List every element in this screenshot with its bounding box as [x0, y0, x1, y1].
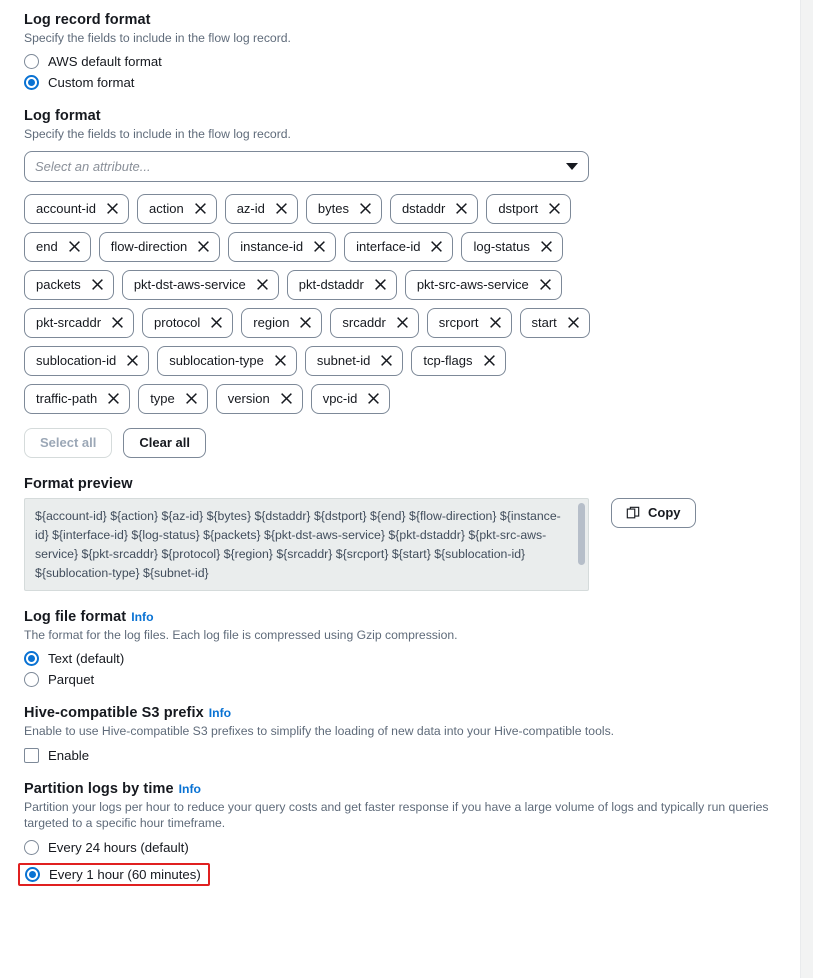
- token-chip[interactable]: [330, 308, 418, 338]
- checkbox-label: Enable: [48, 747, 90, 763]
- token-chip[interactable]: [411, 346, 505, 376]
- close-icon[interactable]: [256, 278, 269, 291]
- close-icon[interactable]: [185, 392, 198, 405]
- token-chip[interactable]: [24, 384, 130, 414]
- token-chip[interactable]: [225, 194, 298, 224]
- token-chip[interactable]: [142, 308, 233, 338]
- partition-logs-description: Partition your logs per hour to reduce your query costs and get faster response if you have a large volume of logs and typically run queries targeted to a specific hour timeframe.: [24, 799, 769, 831]
- chevron-down-icon: [566, 163, 578, 170]
- token-chip[interactable]: [228, 232, 336, 262]
- token-chip[interactable]: [486, 194, 571, 224]
- format-preview-title: Format preview: [24, 475, 133, 492]
- close-icon[interactable]: [430, 240, 443, 253]
- radio-icon[interactable]: [25, 867, 40, 882]
- radio-icon[interactable]: [24, 75, 39, 90]
- token-chip[interactable]: [405, 270, 562, 300]
- copy-button[interactable]: [611, 498, 696, 528]
- token-label: flow-direction: [110, 239, 188, 255]
- radio-label: Every 1 hour (60 minutes): [49, 866, 201, 882]
- close-icon[interactable]: [274, 354, 287, 367]
- select-all-button[interactable]: Select all: [24, 428, 112, 458]
- format-preview-section: [24, 476, 776, 591]
- partition-logs-header: [24, 781, 776, 799]
- token-label: dstaddr: [401, 201, 446, 217]
- token-chip[interactable]: [344, 232, 453, 262]
- log-record-format-section: [24, 12, 776, 90]
- token-label: region: [253, 315, 290, 331]
- log-record-format-description: Specify the fields to include in the flow log record.: [24, 31, 291, 45]
- close-icon[interactable]: [91, 278, 104, 291]
- format-preview-row: [24, 498, 776, 591]
- token-chip[interactable]: [122, 270, 279, 300]
- close-icon[interactable]: [194, 202, 207, 215]
- token-label: tcp-flags: [423, 353, 473, 369]
- log-format-section: [24, 108, 776, 457]
- close-icon[interactable]: [210, 316, 223, 329]
- token-label: subnet-id: [316, 353, 371, 369]
- token-chip[interactable]: [157, 346, 297, 376]
- close-icon[interactable]: [299, 316, 312, 329]
- info-link[interactable]: Info: [178, 781, 201, 796]
- radio-icon[interactable]: [24, 651, 39, 666]
- radio-icon[interactable]: [24, 672, 39, 687]
- token-chip[interactable]: [24, 232, 91, 262]
- radio-icon[interactable]: [24, 54, 39, 69]
- token-chip[interactable]: [138, 384, 208, 414]
- token-chip[interactable]: [241, 308, 322, 338]
- token-chip[interactable]: [24, 308, 134, 338]
- close-icon[interactable]: [483, 354, 496, 367]
- close-icon[interactable]: [68, 240, 81, 253]
- token-actions: [24, 428, 776, 458]
- token-chip[interactable]: [24, 194, 129, 224]
- close-icon[interactable]: [275, 202, 288, 215]
- token-label: account-id: [36, 201, 96, 217]
- log-record-format-title: Log record format: [24, 12, 151, 28]
- format-preview-text: ${account-id} ${action} ${az-id} ${bytes} ${dstaddr} ${dstport} ${end} ${flow-direction} ${instance-id} ${interface-id} ${log-status} ${packets} ${pkt-dst-aws-service} ${pkt-dstaddr} ${pkt-src-aws-service} ${pkt-srcaddr} ${protocol} ${region} ${srcaddr} ${srcport} ${start} ${sublocation-id} ${sublocation-type} ${subnet-id}: [35, 508, 561, 581]
- log-format-description: Specify the fields to include in the flow log record.: [24, 127, 291, 142]
- copy-button-label: Copy: [648, 505, 681, 521]
- token-label: traffic-path: [36, 391, 98, 407]
- close-icon[interactable]: [489, 316, 502, 329]
- info-link[interactable]: Info: [131, 609, 154, 624]
- radio-parquet[interactable]: [24, 672, 776, 687]
- radio-label: Text (default): [48, 651, 125, 667]
- close-icon[interactable]: [359, 202, 372, 215]
- radio-label: AWS default format: [48, 54, 162, 70]
- token-chip[interactable]: [427, 308, 512, 338]
- radio-aws-default-format[interactable]: [24, 54, 776, 69]
- log-file-format-section: [24, 609, 776, 687]
- checkbox-enable-hive-prefix[interactable]: [24, 748, 776, 763]
- token-label: bytes: [317, 201, 349, 217]
- clear-all-button[interactable]: Clear all: [123, 428, 206, 458]
- token-label: instance-id: [240, 239, 304, 255]
- highlight-box-every-1-hour: [18, 863, 210, 886]
- token-label: dstport: [498, 201, 539, 217]
- close-icon[interactable]: [111, 316, 124, 329]
- token-chip[interactable]: [287, 270, 397, 300]
- close-icon[interactable]: [367, 392, 380, 405]
- log-file-format-header: [24, 609, 776, 627]
- token-chip[interactable]: [520, 308, 590, 338]
- token-label: vpc-id: [322, 391, 358, 407]
- token-label: version: [227, 391, 270, 407]
- checkbox-icon[interactable]: [24, 748, 39, 763]
- attribute-select-placeholder: Select an attribute...: [35, 158, 151, 174]
- token-chip[interactable]: [216, 384, 303, 414]
- token-label: end: [36, 239, 58, 255]
- log-format-title: Log format: [24, 108, 101, 125]
- copy-icon: [626, 506, 640, 520]
- close-icon[interactable]: [548, 202, 561, 215]
- radio-every-24-hours[interactable]: [24, 840, 776, 855]
- hive-prefix-title: Hive-compatible S3 prefix: [24, 705, 204, 722]
- format-preview-box[interactable]: [24, 498, 589, 591]
- token-label: srcaddr: [342, 315, 386, 331]
- hive-prefix-section: [24, 705, 776, 762]
- token-chip[interactable]: [461, 232, 562, 262]
- token-chip[interactable]: [311, 384, 391, 414]
- close-icon[interactable]: [380, 354, 393, 367]
- token-chip[interactable]: [305, 346, 403, 376]
- token-chip[interactable]: [390, 194, 478, 224]
- close-icon[interactable]: [280, 392, 293, 405]
- radio-text-default[interactable]: [24, 651, 776, 666]
- token-label: type: [150, 391, 175, 407]
- close-icon[interactable]: [540, 240, 553, 253]
- token-chip[interactable]: [24, 270, 114, 300]
- radio-label: Custom format: [48, 75, 135, 91]
- token-chip[interactable]: [24, 346, 149, 376]
- token-label: pkt-dst-aws-service: [133, 277, 246, 293]
- token-chip[interactable]: [137, 194, 217, 224]
- info-link[interactable]: Info: [208, 706, 232, 721]
- token-label: pkt-dstaddr: [298, 277, 364, 293]
- radio-label: Parquet: [48, 672, 95, 688]
- token-label: pkt-src-aws-service: [416, 277, 529, 293]
- close-icon[interactable]: [126, 354, 139, 367]
- token-label: packets: [36, 277, 81, 293]
- close-icon[interactable]: [374, 278, 387, 291]
- hive-prefix-description: Enable to use Hive-compatible S3 prefixes to simplify the loading of new data into your Hive-compatible tools.: [24, 724, 615, 739]
- radio-label: Every 24 hours (default): [48, 839, 189, 855]
- token-label: start: [531, 315, 557, 331]
- close-icon[interactable]: [313, 240, 326, 253]
- partition-logs-title: Partition logs by time: [24, 780, 174, 797]
- close-icon[interactable]: [106, 202, 119, 215]
- token-label: interface-id: [356, 239, 421, 255]
- close-icon[interactable]: [567, 316, 580, 329]
- preview-scrollbar-thumb[interactable]: [578, 503, 585, 565]
- radio-custom-format[interactable]: [24, 75, 776, 90]
- close-icon[interactable]: [107, 392, 120, 405]
- attribute-select[interactable]: [24, 151, 589, 182]
- token-label: action: [148, 201, 184, 217]
- close-icon[interactable]: [539, 278, 552, 291]
- token-label: log-status: [473, 239, 530, 255]
- radio-icon[interactable]: [24, 840, 39, 855]
- token-label: pkt-srcaddr: [36, 315, 102, 331]
- hive-prefix-header: [24, 705, 776, 723]
- close-icon[interactable]: [455, 202, 468, 215]
- token-label: sublocation-id: [36, 353, 117, 369]
- partition-logs-section: [24, 781, 776, 887]
- close-icon[interactable]: [197, 240, 210, 253]
- token-label: protocol: [154, 315, 201, 331]
- selected-attribute-tokens: [24, 194, 604, 414]
- close-icon[interactable]: [396, 316, 409, 329]
- token-label: az-id: [236, 201, 265, 217]
- token-label: sublocation-type: [169, 353, 264, 369]
- page-right-gutter: [800, 0, 813, 978]
- token-chip[interactable]: [306, 194, 382, 224]
- token-chip[interactable]: [99, 232, 221, 262]
- log-file-format-description: The format for the log files. Each log file is compressed using Gzip compression.: [24, 627, 458, 642]
- token-label: srcport: [438, 315, 479, 331]
- log-file-format-title: Log file format: [24, 608, 127, 625]
